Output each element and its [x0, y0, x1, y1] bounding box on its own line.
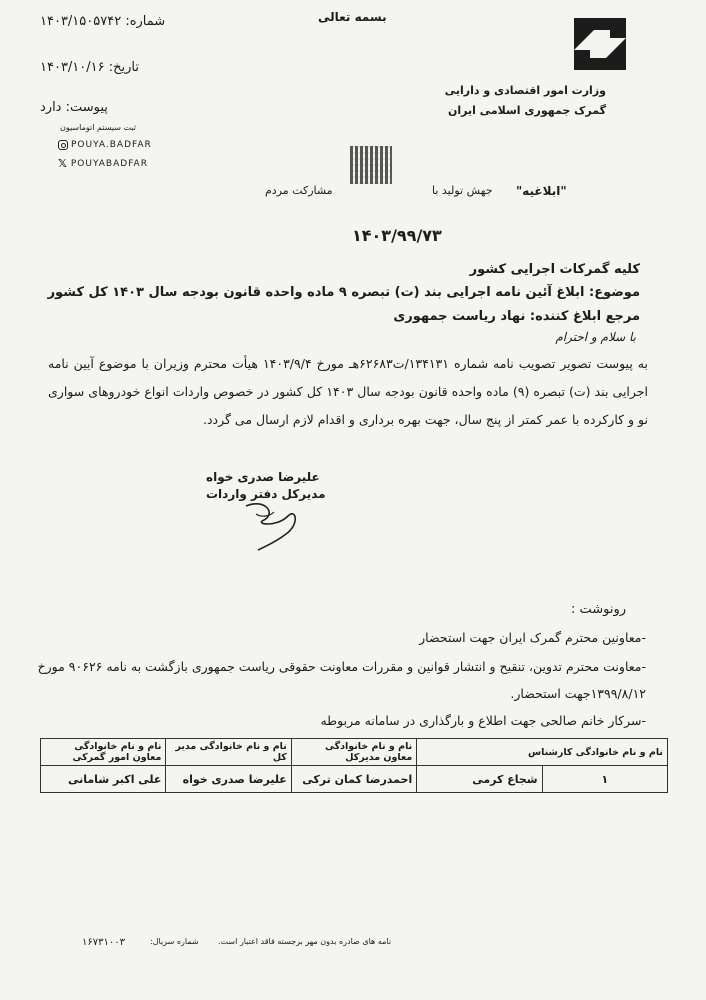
- bismillah: بسمه تعالی: [318, 10, 387, 24]
- issuer-line: مرجع ابلاغ کننده: نهاد ریاست جمهوری: [393, 309, 640, 324]
- serial-value: ۱۶۷۳۱۰۰۳: [82, 937, 125, 948]
- x-handle: [58, 157, 148, 170]
- deputy-director-name: احمدرضا کمان ترکی: [291, 766, 416, 793]
- table-header-row: [41, 739, 668, 766]
- table-row: [41, 766, 668, 793]
- x-handle-text: POUYABADFAR: [70, 158, 148, 169]
- serial-label: شماره سریال:: [150, 937, 199, 946]
- header-director: نام و نام خانوادگی مدیر کل: [166, 739, 291, 766]
- recipient: کلیه گمرکات اجرایی کشور: [469, 262, 640, 277]
- notice-label: "ابلاغیه": [516, 184, 567, 198]
- ministry-name: وزارت امور اقتصادی و دارایی: [444, 84, 606, 97]
- customs-name: گمرک جمهوری اسلامی ایران: [447, 104, 606, 117]
- signer-title: مدیرکل دفتر واردات: [206, 487, 326, 501]
- director-name: علیرضا صدری خواه: [166, 766, 291, 793]
- header-customs-deputy: نام و نام خانوادگی معاون امور گمرکی: [41, 739, 166, 766]
- registry-note: ثبت سیستم اتوماسیون: [60, 123, 137, 132]
- letter-number: شماره: ۱۴۰۳/۱۵۰۵۷۴۲: [40, 14, 166, 29]
- letter-body: به پیوست تصویر تصویب نامه شماره ۱۳۴۱۳۱/ت۶۲۶۸۳هـ مورخ ۱۴۰۳/۹/۴ هیأت محترم وزیران با موضوع آیین نامه اجرایی بند (ت) تبصره (۹) ماده واحده قانون بودجه سال ۱۴۰۳ کل کشور در خصوص واردات انواع خودروهای سواری نو و کارکرده با عمر کمتر از پنج سال، جهت بهره برداری و اقدام لازم ارسال می گردد.: [48, 356, 648, 427]
- instagram-handle: [58, 140, 152, 150]
- signer-name: علیرضا صدری خواه: [206, 470, 320, 484]
- row-number: ۱: [542, 766, 667, 793]
- instagram-handle-text: POUYA.BADFAR: [71, 140, 152, 150]
- footer-note: نامه های صادره بدون مهر برجسته فاقد اعتبار است.: [218, 937, 392, 946]
- greeting: با سلام و احترام: [555, 330, 636, 344]
- slogan-part-1: جهش تولید با: [432, 184, 493, 197]
- cc-heading: رونوشت :: [570, 602, 626, 617]
- cc-line: -معاونت محترم تدوین، تنقیح و انتشار قوانین و مقررات معاونت حقوقی ریاست جمهوری بازگشت به نامه ۹۰۶۲۶ مورخ: [37, 659, 646, 674]
- header-deputy-director: نام و نام خانوادگی معاون مدیرکل: [291, 739, 416, 766]
- letter-attachment: پیوست: دارد: [40, 100, 108, 115]
- instagram-icon: [58, 140, 68, 150]
- cc-line: ۱۳۹۹/۸/۱۲جهت استحضار.: [510, 686, 646, 701]
- customs-logo-icon: [568, 12, 632, 76]
- expert-name: شجاع کرمی: [417, 766, 542, 793]
- letter-date: تاریخ: ۱۴۰۳/۱۰/۱۶: [40, 60, 140, 75]
- document-number: ۱۴۰۳/۹۹/۷۳: [352, 226, 442, 245]
- header-expert: نام و نام خانوادگی کارشناس: [417, 739, 668, 766]
- signatories-table: [40, 738, 668, 793]
- subject-line: موضوع: ابلاغ آئین نامه اجرایی بند (ت) تبصره ۹ ماده واحده قانون بودجه سال ۱۴۰۳ کل کشور: [47, 285, 640, 300]
- cc-line: -سرکار خانم صالحی جهت اطلاع و بارگذاری در سامانه مربوطه: [320, 713, 646, 728]
- slogan-part-2: مشارکت مردم: [265, 184, 333, 197]
- customs-deputy-name: علی اکبر شامانی: [41, 766, 166, 793]
- cc-line: -معاونین محترم گمرک ایران جهت استحضار: [419, 630, 646, 645]
- qr-code-icon: [350, 146, 392, 184]
- handwritten-signature-icon: [236, 494, 316, 554]
- x-logo-icon: 𝕏: [58, 157, 68, 170]
